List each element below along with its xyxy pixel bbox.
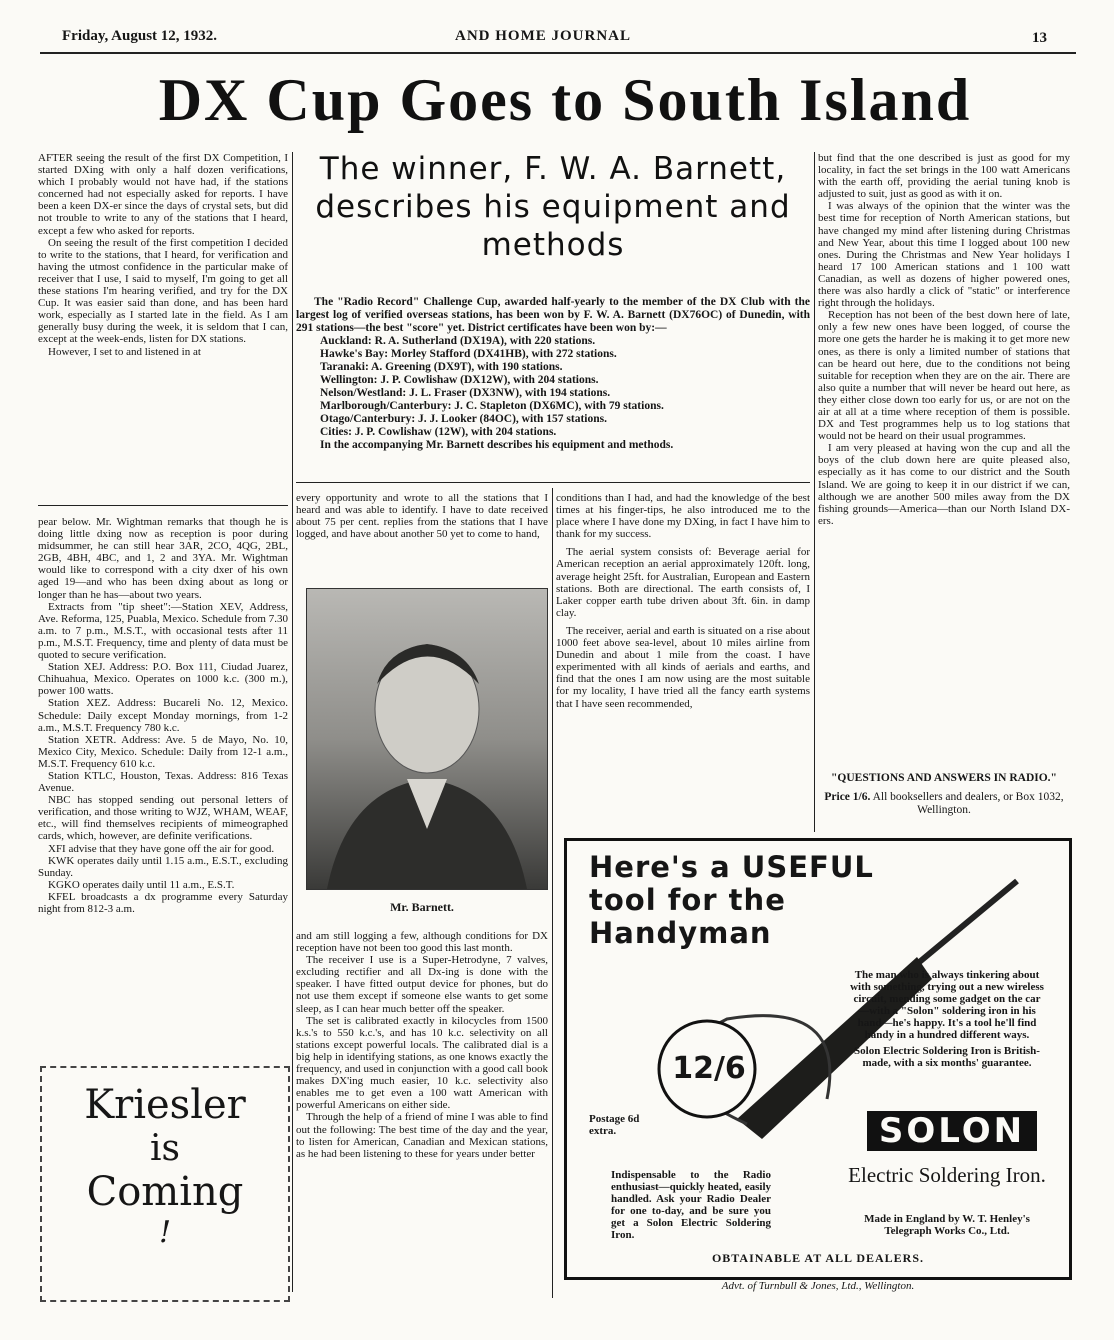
kriesler-name: Kriesler	[84, 1082, 246, 1128]
winner-list	[296, 335, 810, 452]
paragraph: and am still logging a few, although conditions for DX reception have not been too good this last month.	[296, 930, 548, 955]
column-rule	[814, 152, 815, 832]
paragraph: The set is calibrated exactly in kilocycles from 1500 k.s.'s to 550 k.c.'s, and has 10 k.c. selectivity on all stations except powerful locals. The calibrated dial is a big help in identifying stations, as one knows exactly the frequency, and used in conjunction with a good call book makes DX'ing much easier, 10 k.c. selectivity also enables me to get even a 100 watt American with powerful Americans on either side.	[296, 1014, 548, 1112]
article-col4	[818, 152, 1070, 527]
book-ad-title: "QUESTIONS AND ANSWERS IN RADIO."	[831, 772, 1057, 784]
paragraph: KGKO operates daily until 11 a.m., E.S.T.	[48, 878, 235, 891]
portrait-photo	[306, 588, 548, 890]
winner-item: Auckland: R. A. Sutherland (DX19A), with 220 stations.	[320, 335, 596, 347]
paragraph: The receiver, aerial and earth is situated on a rise about 1000 feet above sea-level, about 10 miles airline from Dunedin and about 1 mile from the coast. I have experimented with all kinds of aerials and earths, and find that the ones I am now using are the most suitable for my locality, I have tried all the fancy earth systems that I have seen recommended,	[556, 624, 810, 710]
column-divider	[38, 505, 288, 506]
solon-advt: Advt. of Turnbull & Jones, Ltd., Wellington.	[721, 1280, 915, 1292]
article-col2-top	[296, 492, 548, 540]
paragraph: The aerial system consists of: Beverage aerial for American reception an aerial approximately 120ft. long, average height 25ft. for Australian, European and Eastern stations. Both are directional. The earth consists of, I Laker copper earth tube driven about 3ft. 6in. in damp clay.	[556, 546, 810, 619]
paragraph: I am very pleased at having won the cup and all the boys of the club down here are quite pleased also, especially as it has come to our district and the South Island. We are going to keep it in our district if we can, although we are another 500 miles away from the DX fishing grounds—America—than our North Island DX-ers.	[818, 442, 1070, 527]
paragraph: On seeing the result of the first competition I decided to write to the stations, that I heard, for verification and having the utmost confidence in the particular make of receiver that I use, I said to myself, I'm going to get all these stations I'm hearing verified, and try for the DX Cup. It was easier said than done, and has been hard work, especially as I started late in the field. As I am generally busy during the week, it is seldom that I can, except at the week-ends, listen for DX stations.	[38, 236, 288, 346]
paragraph: conditions than I had, and had the knowledge of the best times at his finger-tips, he also introduced me to the place where I have done my DXing, in fact I have him to thank for my success.	[556, 492, 810, 541]
paragraph: Station XEZ. Address: Bucareli No. 12, Mexico. Schedule: Daily except Monday mornings, from 1-2 a.m., M.S.T. Frequency 780 k.c.	[38, 697, 288, 734]
paragraph: Extracts from "tip sheet":—Station XEV, Address, Ave. Reforma, 125, Puabla, Mexico. Schedule from 7.30 a.m. to 7 p.m., M.S.T., with occasional tests after 11 p.m., M.S.T. Frequency, time and plenty of data must be quoted to secure verification.	[38, 600, 288, 662]
paragraph: KFEL broadcasts a dx programme every Saturday night from 812-3 a.m.	[38, 890, 288, 915]
solon-product: Electric Soldering Iron.	[848, 1163, 1046, 1187]
subheadline: The winner, F. W. A. Barnett, describes his equipment and methods	[315, 151, 791, 263]
solon-left-text: Indispensable to the Radio enthusiast—quickly heated, easily handled. Ask your Radio Dealer for one to-day, and be sure you get a Solon Electric Soldering Iron.	[611, 1169, 771, 1241]
paragraph: Station XEJ. Address: P.O. Box 111, Ciudad Juarez, Chihuahua, Mexico. Operates on 1000 k.c. (300 m.), power 100 watts.	[38, 661, 288, 698]
paragraph: XFI advise that they have gone off the air for good.	[48, 842, 275, 855]
solon-ad	[564, 838, 1072, 1280]
paragraph: but find that the one described is just as good for my locality, in fact the set brings in the 100 watt Americans with the earth off, providing the aerial tuning knob is adjusted to suit, just as good as with it on.	[818, 152, 1070, 201]
headline: DX Cup Goes to South Island	[158, 67, 972, 133]
paragraph: pear below. Mr. Wightman remarks that though he is doing little dxing now as reception is poor during midsummer, he can still hear 3AR, 2CO, 4QG, 2BL, 2GB, 4BH, 4BC, and 1, 2 and 3YA. Mr. Wightman would like to correspond with a city dxer of his own aged 19—and who has been dxing about as long or longer than he has—about two years.	[38, 516, 288, 601]
column-rule	[552, 488, 553, 1298]
photo-caption: Mr. Barnett.	[390, 900, 454, 914]
solon-maker: Made in England by W. T. Henley's Telegraph Works Co., Ltd.	[864, 1213, 1030, 1237]
book-ad-price: Price 1/6.	[824, 791, 871, 803]
paragraph: The receiver I use is a Super-Hetrodyne, 7 valves, excluding rectifier and all Dx-ing is done with the speaker. I have fitted output device for phones, but do not use them except if someone else wants to get some sleep, as I can hear much better off the speaker.	[296, 954, 548, 1015]
portrait-figure	[307, 589, 547, 889]
solon-ad-title: Here's a USEFUL tool for the Handyman	[589, 850, 874, 950]
kriesler-coming: Coming	[86, 1169, 244, 1215]
article-col1-bottom	[38, 516, 288, 915]
header-rule	[40, 52, 1076, 54]
paragraph: KWK operates daily until 1.15 a.m., E.S.T., excluding Sunday.	[38, 854, 288, 879]
solon-obtainable: OBTAINABLE AT ALL DEALERS.	[711, 1251, 925, 1265]
paragraph: However, I set to and listened in at	[48, 345, 201, 358]
paragraph: Station KTLC, Houston, Texas. Address: 816 Texas Avenue.	[38, 769, 288, 795]
column-rule	[292, 152, 293, 1292]
intro-block	[296, 296, 810, 452]
article-col2-bottom	[296, 930, 548, 1160]
paragraph: Station XETR. Address: Ave. 5 de Mayo, No. 10, Mexico City, Mexico. Schedule: Daily from 12-1 a.m., M.S.T. Frequency 610 k.c.	[38, 733, 288, 770]
winner-item: Hawke's Bay: Morley Stafford (DX41HB), with 272 stations.	[320, 348, 617, 360]
intro-lead: The "Radio Record" Challenge Cup, awarded half-yearly to the member of the DX Club with the largest log of verified overseas stations, has been won by F. W. A. Barnett (DX76OC) of Dunedin, with 291 stations—the best "score" yet. District certificates have been won by:—	[296, 296, 810, 334]
intro-divider	[296, 482, 810, 483]
intro-closing: In the accompanying Mr. Barnett describes his equipment and methods.	[320, 439, 674, 451]
issue-date: Friday, August 12, 1932.	[62, 28, 218, 44]
solon-desc-2: Solon Electric Soldering Iron is British-made, with a six months' guarantee.	[854, 1045, 1040, 1069]
book-ad-text: All booksellers and dealers, or Box 1032, Wellington.	[872, 791, 1064, 816]
paragraph: NBC has stopped sending out personal letters of verification, and those writing to WJZ, WHAM, WEAF, etc., will find themselves recipients of mimeographed cards, which, however, are definite verifications.	[38, 794, 288, 843]
winner-item: Marlborough/Canterbury: J. C. Stapleton (DX6MC), with 79 stations.	[320, 400, 664, 412]
page-number: 13	[1032, 30, 1047, 46]
article-col1-top	[38, 152, 288, 358]
winner-item: Taranaki: A. Greening (DX9T), with 190 stations.	[320, 361, 563, 373]
winner-item: Wellington: J. P. Cowlishaw (DX12W), with 204 stations.	[320, 374, 599, 386]
paragraph: every opportunity and wrote to all the stations that I heard and was able to identify. I have to date received about 75 per cent. replies from the stations that I have logged, and have about another 50 yet to come to hand,	[296, 492, 548, 541]
solon-description	[849, 969, 1045, 1069]
paragraph: Through the help of a friend of mine I was able to find out the following: The best time of the day and the year, to listen for American, Canadian and Mexican stations, as he had been listening to these for years under better	[296, 1111, 548, 1160]
kriesler-mark: !	[158, 1215, 172, 1250]
book-ad	[818, 772, 1070, 817]
winner-item: Otago/Canterbury: J. J. Looker (84OC), with 157 stations.	[320, 413, 607, 425]
winner-item: Nelson/Westland: J. L. Fraser (DX3NW), with 194 stations.	[320, 387, 611, 399]
solon-price: 12/6	[672, 1051, 746, 1086]
kriesler-ad	[40, 1066, 290, 1302]
kriesler-is: is	[150, 1128, 180, 1169]
paragraph: Reception has not been of the best down here of late, only a few new ones have been logged, of course the more one gets the harder he is making it to get more new ones, as there is only a limited number of stations that can be heard out here, due to the conditions not being suitable for reception when they are on the air. There are also quite a number that will never be heard out here, as they either close down too early for us, or are not on the air at all at a time where reception of them is possible. DX and Test programmes help us to log stations that would not be heard on their usual programmes.	[818, 309, 1070, 443]
masthead: AND HOME JOURNAL	[455, 28, 631, 44]
paragraph: AFTER seeing the result of the first DX Competition, I started DXing with only a half dozen verifications, which I probably would not have had, if the stations concerned had not especially asked for reports. I have been a keen DX-er since the days of crystal sets, but did not trouble to write to any of the stations that I heard, except a few who asked for reports.	[38, 152, 288, 237]
article-col3	[556, 492, 810, 710]
solon-postage: Postage 6d extra.	[589, 1113, 640, 1137]
solon-logo: SOLON	[867, 1111, 1037, 1151]
paragraph: I was always of the opinion that the winter was the best time for reception of North American stations, but have changed my mind after listening during Christmas and New Year, about this time I logged about 100 new ones. During the Christmas and New Year holidays I heard 17 100 American stations and 1 100 watt Canadian, as well as dozens of higher powered ones, there was also hardly a click of "static" or interference right through the holidays.	[818, 200, 1070, 310]
winner-item: Cities: J. P. Cowlishaw (12W), with 204 stations.	[320, 426, 557, 438]
solon-desc-1: The man who is always tinkering about with something, trying out a new wireless circuit, mending some gadget on the car —with a "Solon" soldering iron in his hand—he's happy. It's a tool he'll find handy in a hundred different ways.	[850, 969, 1044, 1041]
